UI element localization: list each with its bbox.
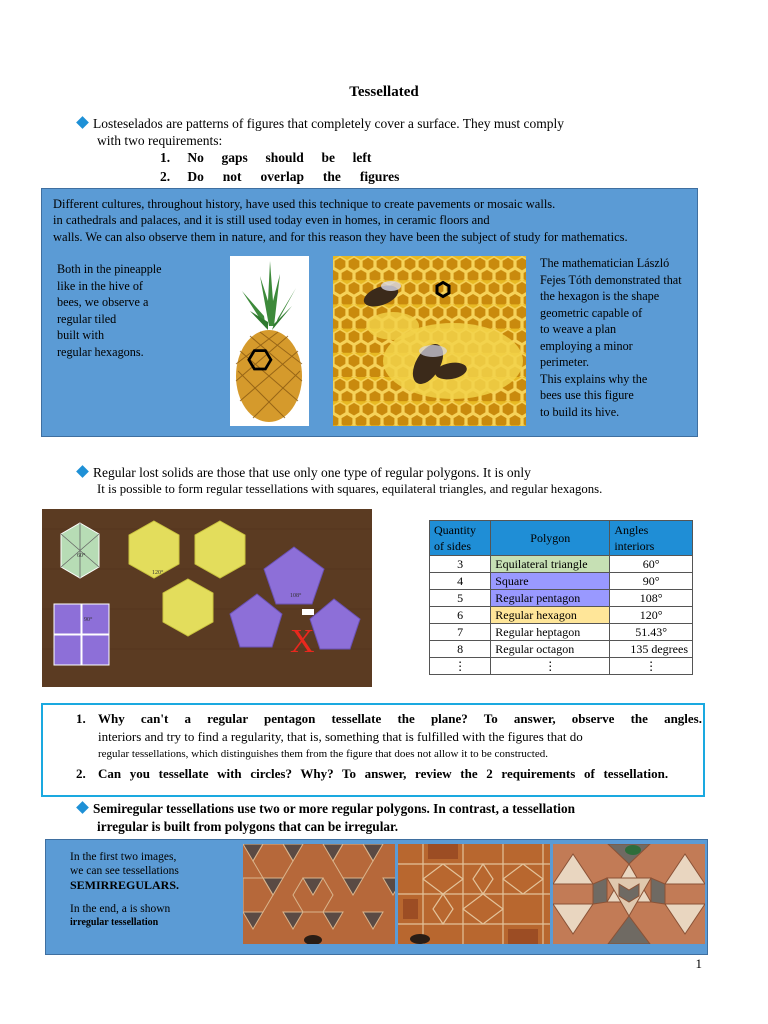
cell-angle: ⋮ bbox=[610, 658, 693, 675]
svg-text:90°: 90° bbox=[84, 617, 93, 623]
cell-sides: ⋮ bbox=[430, 658, 491, 675]
semiregular-box bbox=[45, 839, 708, 955]
regular-line-2: It is possible to form regular tessellations with squares, equilateral triangles, and regular hexagons. bbox=[97, 482, 603, 496]
table-row bbox=[430, 658, 693, 675]
table-row bbox=[430, 607, 693, 624]
cell-polygon: Regular heptagon bbox=[491, 624, 610, 641]
cell-polygon: Regular octagon bbox=[491, 641, 610, 658]
bullet-diamond-icon bbox=[76, 465, 89, 478]
intro-line-2: with two requirements: bbox=[97, 133, 223, 148]
table-row bbox=[430, 641, 693, 658]
pineapple-image bbox=[230, 256, 309, 426]
cell-polygon: Regular hexagon bbox=[491, 607, 610, 624]
page-number: 1 bbox=[695, 956, 702, 971]
svg-text:60°: 60° bbox=[77, 553, 86, 559]
bullet-diamond-icon bbox=[76, 801, 89, 814]
cell-sides: 6 bbox=[430, 607, 491, 624]
cell-angle: 108° bbox=[610, 590, 693, 607]
nature-line-2: in cathedrals and palaces, and it is still used today even in homes, in ceramic floors and bbox=[53, 213, 490, 227]
semiregular-caption: In the first two images, we can see tessellations SEMIRREGULARS. In the end, a is shown irregular tessellation bbox=[70, 851, 180, 928]
table-row bbox=[430, 556, 693, 573]
cell-polygon: Equilateral triangle bbox=[491, 556, 610, 573]
header-polygon: Polygon bbox=[491, 521, 610, 556]
bullet-diamond-icon bbox=[76, 116, 89, 129]
honeycomb-image bbox=[333, 256, 526, 426]
question-1-line-2: interiors and try to find a regularity, that is, something that is fulfilled with the figures that do bbox=[98, 729, 583, 744]
requirement-1: 1. No gaps should be left bbox=[160, 150, 372, 165]
nature-box bbox=[41, 188, 698, 437]
question-1: 1. Why can't a regular pentagon tessellate the plane? To answer, observe the angles. bbox=[76, 711, 702, 726]
triangle-hexagon bbox=[61, 523, 99, 578]
cell-sides: 3 bbox=[430, 556, 491, 573]
requirement-2: 2. Do not overlap the figures bbox=[160, 169, 400, 184]
header-sides: Quantity of sides bbox=[430, 521, 491, 556]
semiregular-line-1: Semiregular tessellations use two or more regular polygons. In contrast, a tessellation bbox=[78, 800, 575, 817]
nature-line-1: Different cultures, throughout history, have used this technique to create pavements or mosaic walls. bbox=[53, 197, 556, 211]
table-row bbox=[430, 573, 693, 590]
cell-polygon: ⋮ bbox=[491, 658, 610, 675]
toth-caption: The mathematician László Fejes Tóth demonstrated that the hexagon is the shape geometric capable of to weave a plan employing a minor perimeter. This explains why the bees use this figure to build its hive. bbox=[540, 256, 682, 419]
question-2: 2. Can you tessellate with circles? Why? To answer, review the 2 requirements of tessellation. bbox=[76, 766, 669, 781]
table-row bbox=[430, 590, 693, 607]
semiregular-line-2: irregular is built from polygons that can be irregular. bbox=[97, 819, 399, 834]
svg-text:120°: 120° bbox=[152, 570, 164, 576]
polygon-angle-table bbox=[429, 520, 693, 675]
semiregular-tiles-photo-1 bbox=[243, 844, 395, 944]
cell-angle: 60° bbox=[610, 556, 693, 573]
cell-angle: 120° bbox=[610, 607, 693, 624]
cell-angle: 90° bbox=[610, 573, 693, 590]
cell-sides: 7 bbox=[430, 624, 491, 641]
questions-box bbox=[41, 703, 705, 797]
table-header-row bbox=[430, 521, 693, 556]
square-tiles bbox=[54, 604, 109, 665]
semiregular-tiles-photo-2 bbox=[398, 844, 550, 944]
cell-polygon: Square bbox=[491, 573, 610, 590]
table-row bbox=[430, 624, 693, 641]
cell-angle: 51.43° bbox=[610, 624, 693, 641]
regular-line-1: Regular lost solids are those that use only one type of regular polygons. It is only bbox=[78, 464, 531, 481]
nature-line-3: walls. We can also observe them in nature, and for this reason they have been the subject of study for mathematics. bbox=[53, 230, 628, 244]
irregular-tiles-photo bbox=[553, 844, 705, 944]
header-angles: Angles interiors bbox=[610, 521, 693, 556]
cell-sides: 8 bbox=[430, 641, 491, 658]
svg-text:108°: 108° bbox=[290, 593, 302, 599]
cell-sides: 5 bbox=[430, 590, 491, 607]
cell-angle: 135 degrees bbox=[610, 641, 693, 658]
rejection-x-mark: X bbox=[290, 623, 315, 660]
question-1-line-3: regular tessellations, which distinguishes them from the figure that does not allow it to be constructed. bbox=[98, 748, 548, 760]
polygons-photo bbox=[42, 509, 372, 687]
page-title: Tessellated bbox=[349, 84, 419, 100]
intro-line-1: Losteselados are patterns of figures that completely cover a surface. They must comply bbox=[78, 115, 564, 132]
cell-polygon: Regular pentagon bbox=[491, 590, 610, 607]
pineapple-caption: Both in the pineapple like in the hive of bees, we observe a regular tiled built with regular hexagons. bbox=[57, 262, 162, 359]
cell-sides: 4 bbox=[430, 573, 491, 590]
